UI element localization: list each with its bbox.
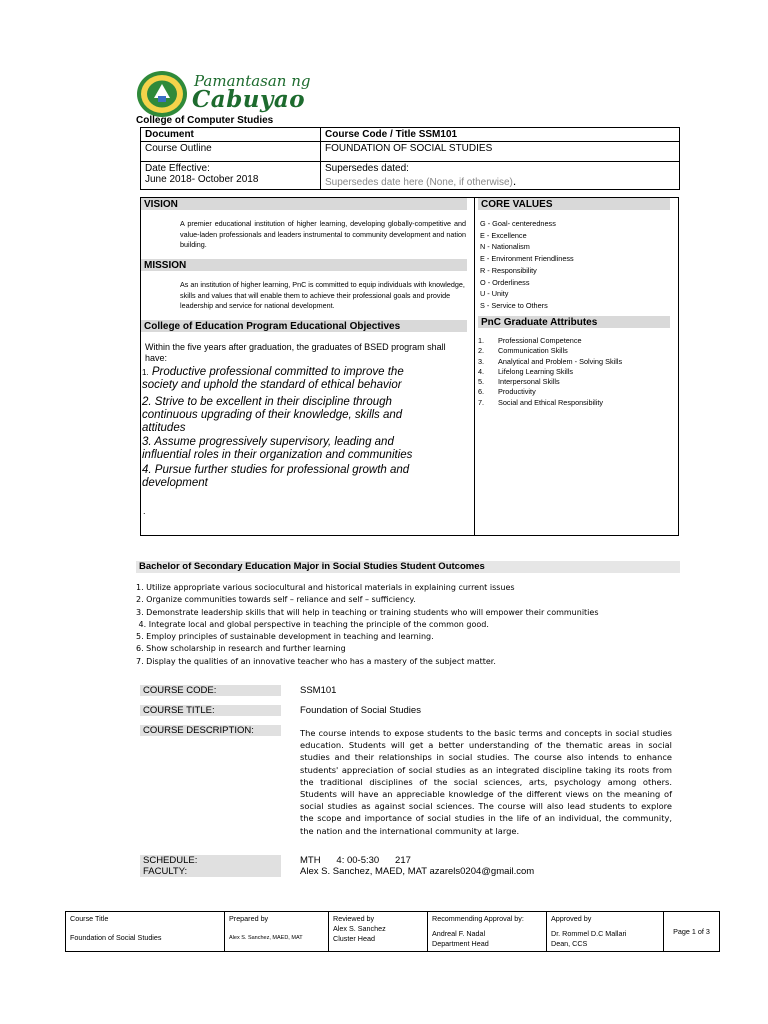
graduate-attribute-item: 2. Communication Skills xyxy=(478,346,568,356)
approved-by-name: Dr. Rommel D.C Mallari xyxy=(551,929,627,938)
university-seal-icon xyxy=(136,70,188,118)
college-name: College of Computer Studies xyxy=(136,115,274,126)
supersedes-label: Supersedes dated: xyxy=(325,163,409,174)
core-value-item: E - Environment Friendliness xyxy=(480,254,574,264)
document-value: Course Outline xyxy=(141,142,321,162)
graduate-attribute-item: 5. Interpersonal Skills xyxy=(478,377,560,387)
graduate-attribute-item: 1. Professional Competence xyxy=(478,336,582,345)
supersedes-placeholder: Supersedes date here (None, if otherwise) xyxy=(325,177,513,188)
prepared-by-label: Prepared by xyxy=(229,914,269,923)
date-effective-label: Date Effective: xyxy=(145,163,210,174)
page-number: Page 1 of 3 xyxy=(673,927,710,936)
graduate-attribute-item: 7. Social and Ethical Responsibility xyxy=(478,397,604,407)
course-description-value: The course intends to expose students to the basic terms and concepts in social studies education. Students will get a better understanding of the thematic areas in social studies and their relationships in social studies. The course also intends to enhance students' appreciation of social studies as an integrated discipline taking its roots from the traditional disciplines of the social sciences, arts, psychology among others. Students will have an appreciable knowledge of the different views on the meaning of social studies as against social sciences. The course will also lead students to explore the scope and importance of social studies in the life of an individual, the community, the nation and the international community at large. xyxy=(300,728,672,836)
core-value-item: U - Unity xyxy=(480,289,509,299)
objective-item-2: 2. Strive to be excellent in their discipline through continuous upgrading of their knowledge, skills and attitudes xyxy=(142,396,403,434)
reviewed-by-role: Cluster Head xyxy=(333,934,375,943)
graduate-attribute-item: 4. Lifelong Learning Skills xyxy=(478,366,574,376)
footer-course-title-label: Course Title xyxy=(70,914,109,923)
course-title-label: COURSE TITLE: xyxy=(140,705,281,716)
course-title-value: FOUNDATION OF SOCIAL STUDIES xyxy=(321,142,680,162)
outcome-item: 3. Demonstrate leadership skills that will help in teaching or training students who will empower their communities xyxy=(136,607,599,617)
approved-by-role: Dean, CCS xyxy=(551,939,588,948)
mission-title: MISSION xyxy=(141,259,467,271)
outcomes-list xyxy=(136,582,599,668)
approval-footer-table xyxy=(65,911,720,952)
footer-course-title-value: Foundation of Social Studies xyxy=(70,933,162,942)
core-value-item: R - Responsibility xyxy=(480,265,537,275)
core-values-title: CORE VALUES xyxy=(478,198,670,210)
core-value-item: E - Excellence xyxy=(480,230,527,240)
course-code-title-label: Course Code / Title SSM101 xyxy=(321,128,680,142)
outcome-item: 2. Organize communities towards self – reliance and self – sufficiency. xyxy=(136,595,416,605)
core-value-item: N - Nationalism xyxy=(480,242,530,252)
reviewed-by-name: Alex S. Sanchez xyxy=(333,924,386,933)
outcome-item: 7. Display the qualities of an innovative teacher who has a mastery of the subject matter. xyxy=(136,656,496,666)
document-label: Document xyxy=(141,128,321,142)
faculty-value: Alex S. Sanchez, MAED, MAT azarels0204@gmail.com xyxy=(300,866,535,877)
recommending-approval-label: Recommending Approval by: xyxy=(432,914,524,923)
objective-item-1 xyxy=(142,366,442,392)
document-info-table xyxy=(140,127,680,190)
schedule-value: MTH 4: 00-5:30 217 xyxy=(300,855,411,866)
objectives-intro: Within the five years after graduation, the graduates of BSED program shall have: xyxy=(145,342,446,363)
outcome-item: 1. Utilize appropriate various sociocultural and historical materials in explaining current issues xyxy=(136,583,515,592)
course-code-value: SSM101 xyxy=(300,685,337,696)
course-code-label: COURSE CODE: xyxy=(140,685,281,696)
core-value-item: G - Goal- centeredness xyxy=(480,219,556,228)
objective-item-3: 3. Assume progressively supervisory, leading and influential roles in their organization and communities xyxy=(142,436,413,461)
outcome-item: 5. Employ principles of sustainable development in teaching and learning. xyxy=(136,632,434,642)
vision-title: VISION xyxy=(141,198,467,210)
course-title-value: Foundation of Social Studies xyxy=(300,705,421,716)
outcomes-title: Bachelor of Secondary Education Major in Social Studies Student Outcomes xyxy=(136,561,680,573)
mission-text: As an institution of higher learning, PnC is committed to equip individuals with knowledge, skills and values that will enable them to achieve their professional goals and provide leadership and service for national development. xyxy=(180,280,465,310)
objective-item-1-number: 1. xyxy=(142,368,149,377)
graduate-attribute-item: 3. Analytical and Problem - Solving Skills xyxy=(478,356,623,366)
objective-item-1-text: Productive professional committed to improve the society and uphold the standard of ethical behavior xyxy=(142,366,404,391)
core-value-item: S - Service to Others xyxy=(480,300,548,310)
logo-line1: Pamantasan ng xyxy=(194,72,311,90)
objectives-trailing: . xyxy=(143,506,146,516)
date-effective-value: June 2018- October 2018 xyxy=(145,174,259,185)
core-values-list xyxy=(480,218,670,312)
box-divider xyxy=(474,197,475,536)
supersedes-period: . xyxy=(512,174,517,188)
graduate-attribute-item: 6. Productivity xyxy=(478,387,536,397)
objective-item-4: 4. Pursue further studies for professional growth and development xyxy=(142,464,410,489)
graduate-attributes-title: PnC Graduate Attributes xyxy=(478,316,670,328)
objectives-title: College of Education Program Educational Objectives xyxy=(141,320,467,332)
prepared-by-value: Alex S. Sanchez, MAED, MAT xyxy=(229,935,303,941)
reviewed-by-label: Reviewed by xyxy=(333,914,375,923)
logo-line2: Cabuyao xyxy=(192,86,306,113)
approved-by-label: Approved by xyxy=(551,914,592,923)
schedule-label: SCHEDULE: xyxy=(140,855,281,866)
recommending-approval-name: Andreal F. Nadal xyxy=(432,929,486,938)
course-description-label: COURSE DESCRIPTION: xyxy=(140,725,281,736)
graduate-attributes-list xyxy=(478,336,673,408)
core-value-item: O - Orderliness xyxy=(480,277,530,287)
vision-text: A premier educational institution of higher learning, developing globally-competitive and value-laden professionals and leaders instrumental to community development and nation building. xyxy=(180,219,466,249)
faculty-label: FACULTY: xyxy=(140,866,281,877)
recommending-approval-role: Department Head xyxy=(432,939,489,948)
outcome-item: 6. Show scholarship in research and further learning xyxy=(136,644,346,654)
outcome-item: 4. Integrate local and global perspective in teaching the principle of the common good. xyxy=(136,619,489,629)
